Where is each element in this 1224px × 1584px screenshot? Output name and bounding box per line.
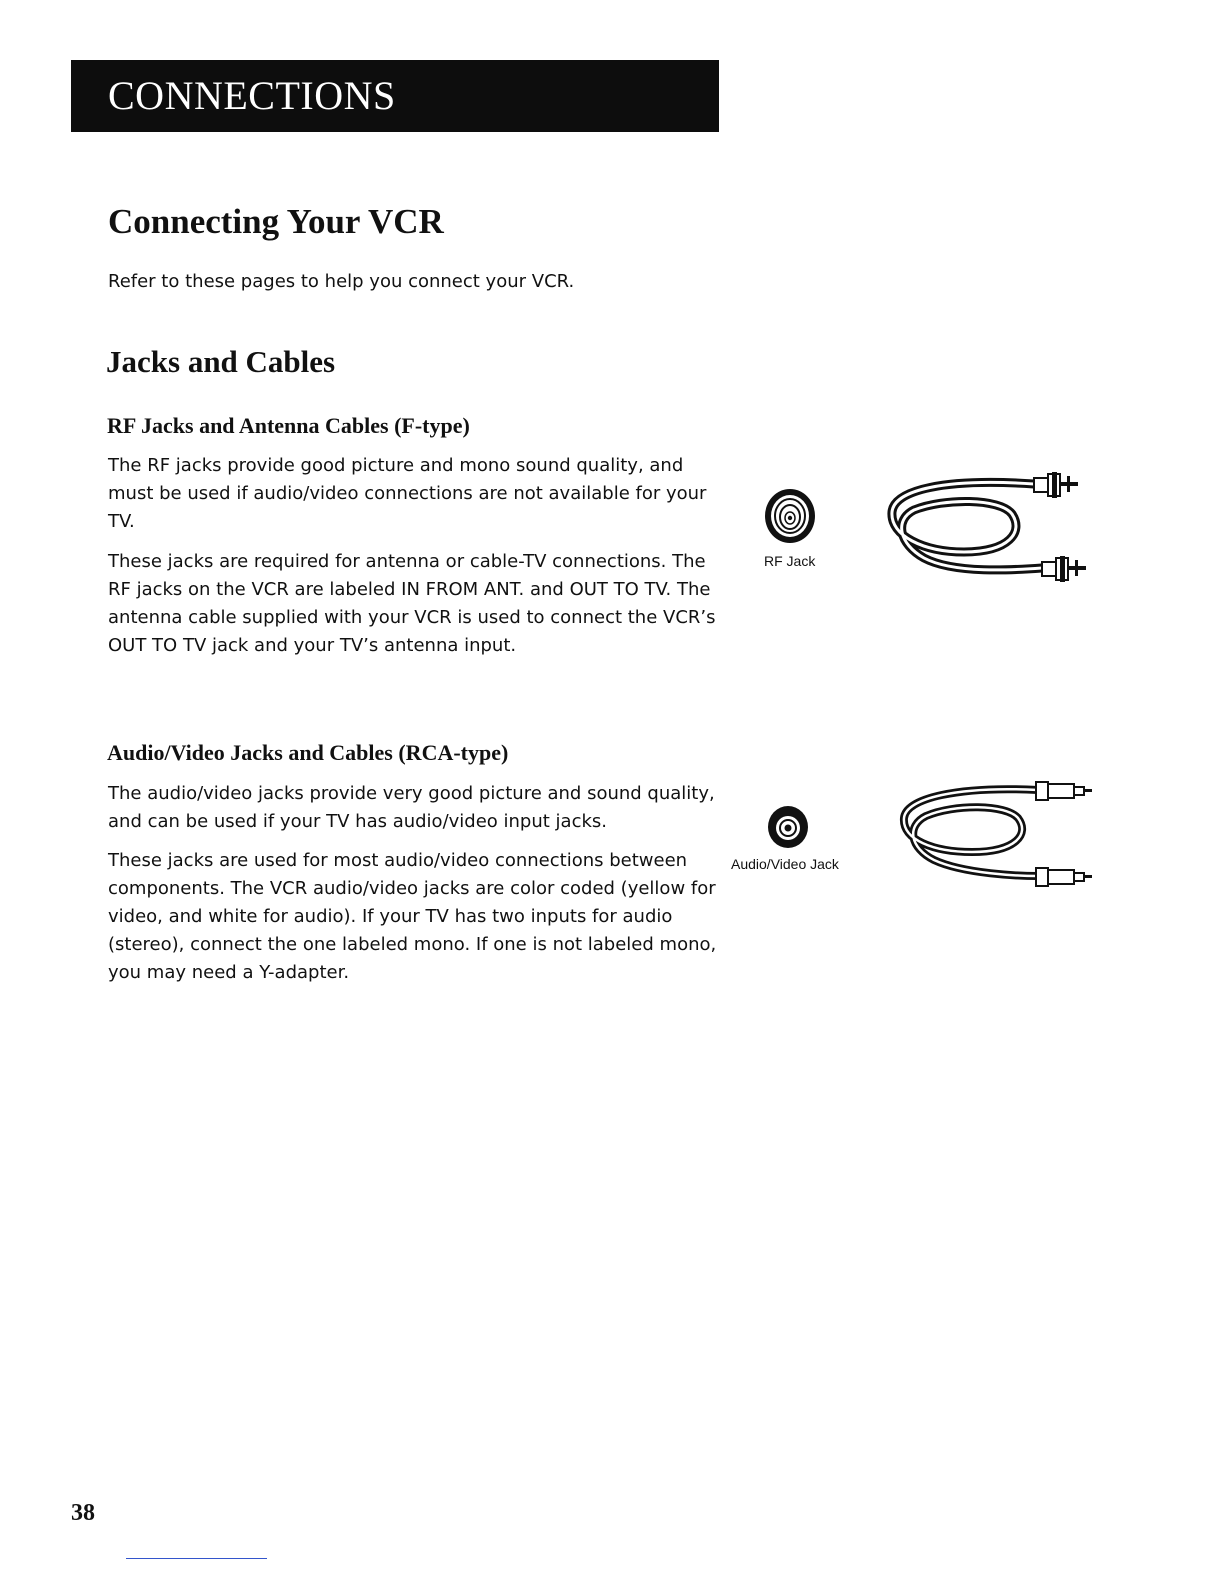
- section-banner: [71, 60, 719, 132]
- rf-paragraph-1: The RF jacks provide good picture and mono sound quality, and must be used if audio/video connections are not available for your TV.: [108, 455, 707, 532]
- page-title: Connecting Your VCR: [108, 202, 444, 241]
- rf-paragraph-2: These jacks are required for antenna or cable-TV connections. The RF jacks on the VCR are labeled IN FROM ANT. and OUT TO TV. The antenna cable supplied with your VCR is used to connect the VCR’s OUT TO TV jack and your TV’s antenna input.: [108, 551, 716, 656]
- banner-title: CONNECTIONS: [108, 73, 396, 118]
- page-number: 38: [71, 1500, 95, 1526]
- rca-cable-icon: [898, 778, 1098, 890]
- rf-antenna-cable-icon: [884, 468, 1089, 596]
- audio-video-jack-caption: Audio/Video Jack: [731, 856, 839, 872]
- footer-divider: [126, 1558, 267, 1559]
- av-subheading: Audio/Video Jacks and Cables (RCA-type): [107, 740, 509, 765]
- av-paragraph-1: The audio/video jacks provide very good picture and sound quality, and can be used if your TV has audio/video input jacks.: [108, 783, 715, 832]
- intro-text: Refer to these pages to help you connect your VCR.: [108, 271, 575, 292]
- audio-video-jack-icon: [766, 804, 812, 850]
- rf-jack-caption: RF Jack: [764, 553, 816, 569]
- rf-jack-icon: [762, 488, 822, 548]
- rf-subheading: RF Jacks and Antenna Cables (F-type): [107, 413, 470, 438]
- section-title: Jacks and Cables: [106, 344, 336, 379]
- av-paragraph-2: These jacks are used for most audio/video connections between components. The VCR audio/video jacks are color coded (yellow for video, and white for audio). If your TV has two inputs for audio (stereo), connect the one labeled mono. If one is not labeled mono, you may need a Y-adapter.: [108, 850, 717, 983]
